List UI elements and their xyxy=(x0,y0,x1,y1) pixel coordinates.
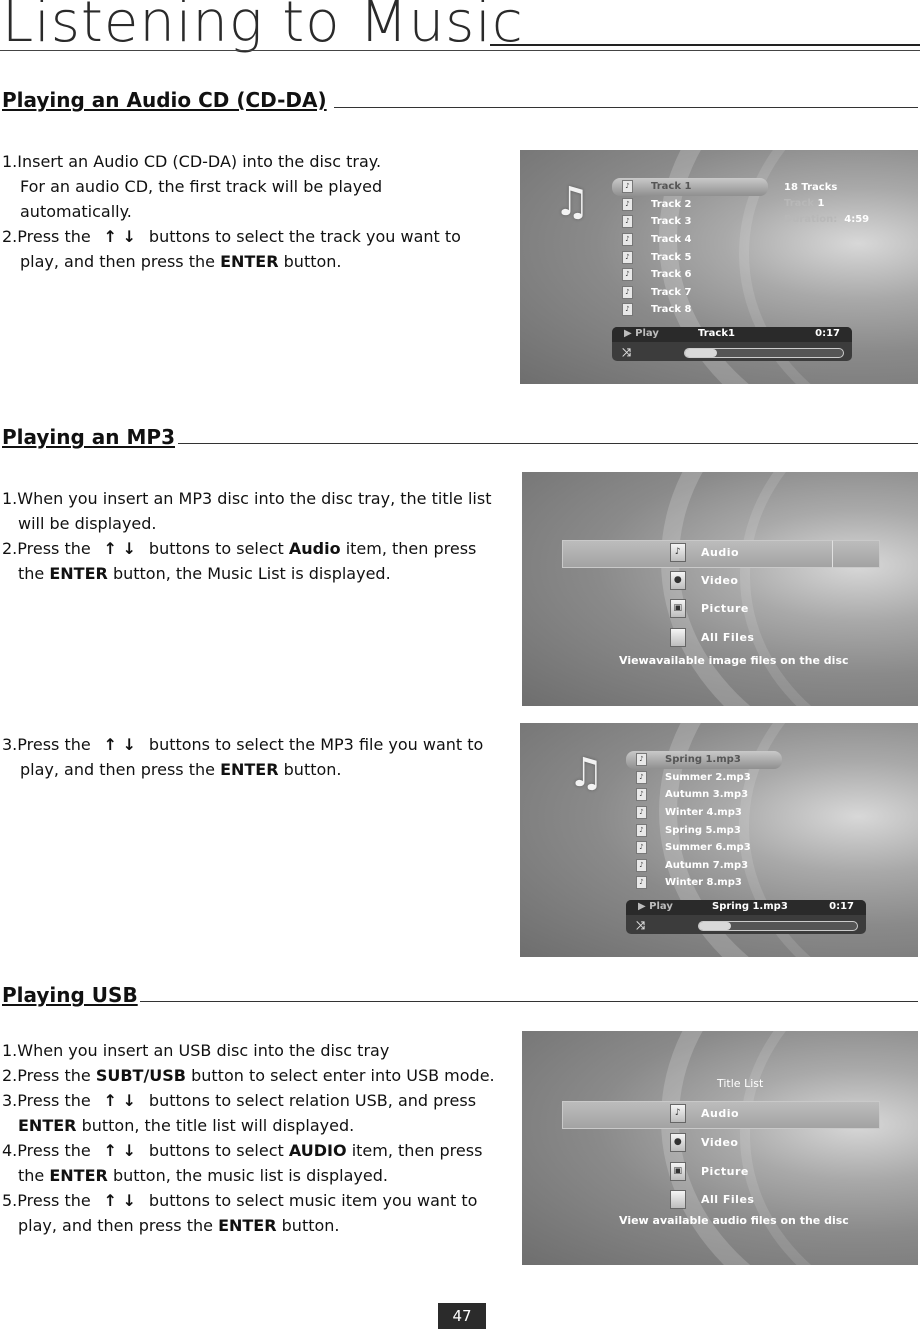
menu-item-picture[interactable] xyxy=(670,1162,749,1181)
file-icon xyxy=(670,628,686,647)
step-text: item, then press xyxy=(351,1141,483,1160)
track-label: Track xyxy=(784,198,814,209)
menu-item-audio[interactable] xyxy=(670,543,739,562)
track-name: Track 5 xyxy=(651,251,692,263)
file-name: Autumn 3.mp3 xyxy=(665,789,749,801)
up-down-arrow-icon: ↑ ↓ xyxy=(103,227,136,246)
section-heading-mp3: Playing an MP3 xyxy=(2,425,175,449)
step-text: the xyxy=(18,564,45,583)
video-folder-icon: ● xyxy=(670,571,686,590)
music-file-icon: ♪ xyxy=(622,303,633,316)
step-text: button. xyxy=(281,1216,340,1235)
menu-item-label: Audio xyxy=(701,1107,740,1120)
step-text: 1.Insert an Audio CD (CD-DA) into the disc tray. xyxy=(2,152,382,171)
step-text: 4.Press the xyxy=(2,1141,91,1160)
menu-highlight-end xyxy=(832,540,880,568)
file-item[interactable] xyxy=(626,839,782,857)
file-item[interactable] xyxy=(626,821,782,839)
file-name: Winter 8.mp3 xyxy=(665,877,742,889)
music-file-icon: ♪ xyxy=(636,824,647,837)
screen-title-list xyxy=(522,472,918,706)
progress-bar[interactable] xyxy=(684,348,844,358)
music-file-icon: ♪ xyxy=(636,841,647,854)
audio-folder-icon: ♪ xyxy=(670,543,686,562)
up-down-arrow-icon: ↑ ↓ xyxy=(103,1191,136,1210)
section-heading-audio-cd: Playing an Audio CD (CD-DA) xyxy=(2,88,327,112)
music-file-icon: ♪ xyxy=(636,771,647,784)
step-text: button, the title list will displayed. xyxy=(81,1116,355,1135)
step-text: automatically. xyxy=(20,202,132,221)
shuffle-icon: ⤨ xyxy=(622,346,631,359)
audio-key-label: AUDIO xyxy=(288,1141,347,1160)
title-underline xyxy=(490,44,920,46)
progress-fill xyxy=(699,922,731,930)
file-item[interactable] xyxy=(626,769,782,787)
file-item[interactable] xyxy=(626,751,782,769)
step-text: the xyxy=(18,1166,45,1185)
step-text: will be displayed. xyxy=(18,514,157,533)
step-text: play, and then press the xyxy=(18,1216,213,1235)
file-name: Winter 4.mp3 xyxy=(665,807,742,819)
step-text: 5.Press the xyxy=(2,1191,91,1210)
track-item[interactable] xyxy=(612,178,768,196)
up-down-arrow-icon: ↑ ↓ xyxy=(103,735,136,754)
playback-bar xyxy=(626,900,866,934)
track-name: Track 7 xyxy=(651,286,692,298)
enter-key-label: ENTER xyxy=(49,1166,108,1185)
progress-bar[interactable] xyxy=(698,921,858,931)
up-down-arrow-icon: ↑ ↓ xyxy=(103,539,136,558)
menu-item-label: Audio xyxy=(701,546,740,559)
music-note-icon: ♫ xyxy=(554,179,590,225)
music-file-icon: ♪ xyxy=(622,268,633,281)
step-text: 1.When you insert an USB disc into the disc tray xyxy=(2,1041,390,1060)
music-file-icon: ♪ xyxy=(636,859,647,872)
file-item[interactable] xyxy=(626,857,782,875)
picture-folder-icon: ▣ xyxy=(670,599,686,618)
screen-usb-title-list xyxy=(522,1031,918,1265)
music-file-icon: ♪ xyxy=(622,198,633,211)
step-text: button to select enter into USB mode. xyxy=(191,1066,495,1085)
track-name: Track 4 xyxy=(651,234,692,246)
menu-item-audio[interactable] xyxy=(670,1104,739,1123)
enter-key-label: ENTER xyxy=(49,564,108,583)
step-text: buttons to select relation USB, and press xyxy=(148,1091,477,1110)
enter-key-label: ENTER xyxy=(220,760,279,779)
mp3-file-list xyxy=(626,751,782,892)
step-text: button. xyxy=(283,760,342,779)
title-rule xyxy=(0,50,920,51)
track-item[interactable] xyxy=(612,196,768,214)
track-name: Track 6 xyxy=(651,269,692,281)
duration-label: Duration: xyxy=(784,214,838,225)
section-rule xyxy=(140,1001,918,1002)
screen-cd-track-list xyxy=(520,150,918,384)
step-text: button, the music list is displayed. xyxy=(112,1166,388,1185)
track-list xyxy=(612,178,768,319)
subt-usb-key-label: SUBT/USB xyxy=(95,1066,186,1085)
section-rule xyxy=(178,443,918,444)
step-text: 2.Press the xyxy=(2,1066,91,1085)
menu-item-label: Picture xyxy=(701,1165,749,1178)
instructions-mp3-3 xyxy=(2,732,483,782)
up-down-arrow-icon: ↑ ↓ xyxy=(103,1091,136,1110)
menu-item-video[interactable] xyxy=(670,571,738,590)
audio-label: Audio xyxy=(288,539,341,558)
enter-key-label: ENTER xyxy=(218,1216,277,1235)
total-tracks: 18 Tracks xyxy=(784,182,838,193)
step-text: play, and then press the xyxy=(20,252,215,271)
track-name: Track 3 xyxy=(651,216,692,228)
menu-item-label: All Files xyxy=(701,1193,755,1206)
elapsed-time: 0:17 xyxy=(829,901,854,912)
menu-item-video[interactable] xyxy=(670,1133,738,1152)
step-text: buttons to select the MP3 file you want to xyxy=(148,735,484,754)
step-text: buttons to select the track you want to xyxy=(148,227,461,246)
play-status: ▶ Play xyxy=(638,901,673,912)
file-item[interactable] xyxy=(626,804,782,822)
step-text: 3.Press the xyxy=(2,1091,91,1110)
now-playing-name: Spring 1.mp3 xyxy=(712,901,788,912)
file-name: Spring 1.mp3 xyxy=(665,754,741,766)
music-file-icon: ♪ xyxy=(636,876,647,889)
step-text: button. xyxy=(283,252,342,271)
page-number: 47 xyxy=(438,1303,486,1329)
menu-item-picture[interactable] xyxy=(670,599,749,618)
section-rule xyxy=(334,107,918,108)
step-text: buttons to select xyxy=(148,539,284,558)
menu-item-label: Picture xyxy=(701,602,749,615)
file-name: Spring 5.mp3 xyxy=(665,824,741,836)
track-item[interactable] xyxy=(612,284,768,302)
enter-key-label: ENTER xyxy=(18,1116,77,1135)
disc-info xyxy=(784,180,869,228)
instructions-usb xyxy=(2,1038,495,1238)
step-text: For an audio CD, the first track will be played xyxy=(20,177,383,196)
section-heading-usb: Playing USB xyxy=(2,983,138,1007)
file-name: Summer 6.mp3 xyxy=(665,842,751,854)
menu-item-all-files[interactable] xyxy=(670,628,754,647)
step-text: item, then press xyxy=(345,539,477,558)
enter-key-label: ENTER xyxy=(220,252,279,271)
step-text: 2.Press the xyxy=(2,539,91,558)
title-list-heading: Title List xyxy=(717,1077,764,1090)
track-item[interactable] xyxy=(612,231,768,249)
file-item[interactable] xyxy=(626,874,782,892)
music-file-icon: ♪ xyxy=(622,286,633,299)
music-file-icon: ♪ xyxy=(622,251,633,264)
track-name: Track 1 xyxy=(651,181,692,193)
music-note-icon: ♫ xyxy=(568,750,604,796)
menu-item-label: All Files xyxy=(701,631,755,644)
audio-folder-icon: ♪ xyxy=(670,1104,686,1123)
shuffle-icon: ⤨ xyxy=(636,919,645,932)
music-file-icon: ♪ xyxy=(636,788,647,801)
track-number: 1 xyxy=(817,198,825,209)
file-item[interactable] xyxy=(626,786,782,804)
music-file-icon: ♪ xyxy=(622,180,633,193)
track-item[interactable] xyxy=(612,248,768,266)
playback-bar xyxy=(612,327,852,361)
elapsed-time: 0:17 xyxy=(815,328,840,339)
track-name: Track 8 xyxy=(651,304,692,316)
menu-hint: Viewavailable image files on the disc xyxy=(619,654,849,667)
menu-hint: View available audio files on the disc xyxy=(619,1214,849,1227)
music-file-icon: ♪ xyxy=(622,233,633,246)
track-name: Track 2 xyxy=(651,198,692,210)
picture-folder-icon: ▣ xyxy=(670,1162,686,1181)
now-playing-name: Track1 xyxy=(698,328,735,339)
progress-fill xyxy=(685,349,717,357)
file-name: Autumn 7.mp3 xyxy=(665,859,749,871)
step-text: button, the Music List is displayed. xyxy=(112,564,391,583)
file-icon xyxy=(670,1190,686,1209)
music-file-icon: ♪ xyxy=(622,215,633,228)
menu-item-all-files[interactable] xyxy=(670,1190,754,1209)
music-file-icon: ♪ xyxy=(636,753,647,766)
music-file-icon: ♪ xyxy=(636,806,647,819)
duration-value: 4:59 xyxy=(844,214,870,225)
step-text: buttons to select music item you want to xyxy=(148,1191,478,1210)
step-text: 2.Press the xyxy=(2,227,91,246)
instructions-audio-cd xyxy=(2,149,461,274)
screen-mp3-list xyxy=(520,723,918,957)
up-down-arrow-icon: ↑ ↓ xyxy=(103,1141,136,1160)
step-text: buttons to select xyxy=(148,1141,284,1160)
track-item[interactable] xyxy=(612,266,768,284)
track-item[interactable] xyxy=(612,213,768,231)
step-text: play, and then press the xyxy=(20,760,215,779)
video-folder-icon: ● xyxy=(670,1133,686,1152)
track-item[interactable] xyxy=(612,301,768,319)
instructions-mp3-1 xyxy=(2,486,491,586)
step-text: 1.When you insert an MP3 disc into the disc tray, the title list xyxy=(2,489,492,508)
play-status: ▶ Play xyxy=(624,328,659,339)
page-title: Listening to Music xyxy=(2,0,524,55)
step-text: 3.Press the xyxy=(2,735,91,754)
menu-item-label: Video xyxy=(701,574,739,587)
file-name: Summer 2.mp3 xyxy=(665,771,751,783)
menu-item-label: Video xyxy=(701,1136,739,1149)
